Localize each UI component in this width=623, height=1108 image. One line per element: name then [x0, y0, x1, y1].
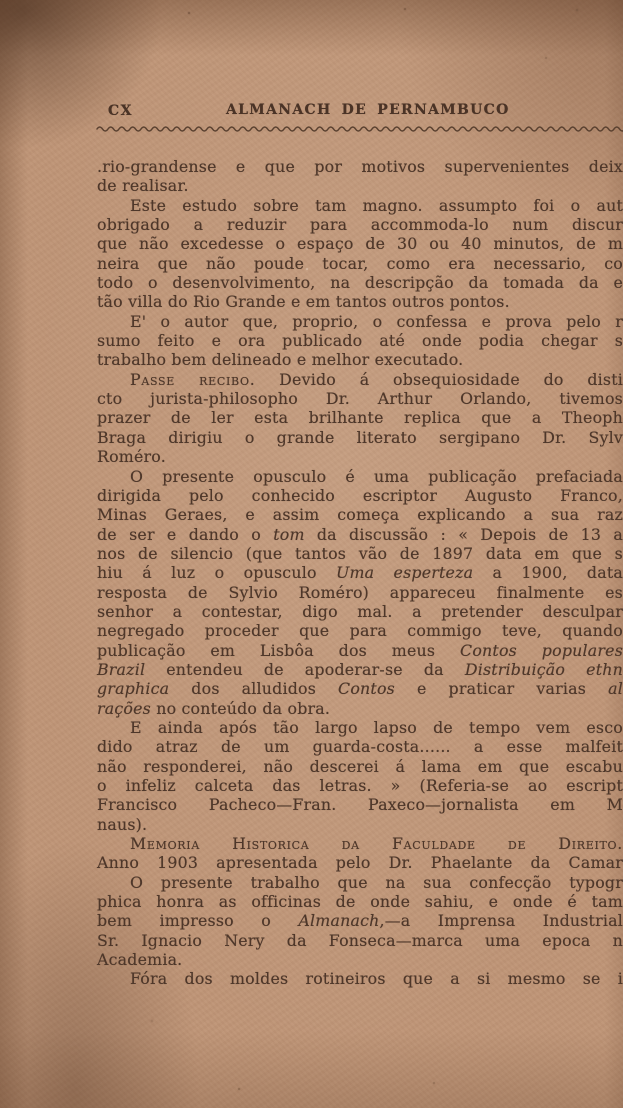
text-line: [97, 737, 623, 756]
italic-text: Contos populares: [460, 640, 623, 660]
body-text: dos alludidos: [169, 679, 339, 699]
body-text: hiu á luz o opusculo: [97, 563, 336, 583]
body-text: trabalho bem delineado e melhor executado.: [97, 350, 464, 370]
body-text: O presente opusculo é uma publicação prefaciada: [130, 466, 623, 486]
italic-text: al: [608, 679, 623, 699]
body-text: E ainda após tão largo lapso de tempo vem esco: [130, 717, 623, 737]
body-text: Roméro.: [97, 447, 166, 467]
body-text: resposta de Sylvio Roméro) appareceu finalmente es: [97, 582, 623, 602]
text-line: [97, 892, 623, 911]
body-text: obrigado a reduzir para accommoda-lo num discur: [97, 215, 623, 235]
text-line: [97, 467, 623, 486]
body-text: Francisco Pacheco—Fran. Paxeco—jornalista em M: [97, 795, 623, 815]
body-text: neira que não poude tocar, como era necessario, co: [97, 253, 623, 273]
text-line: [97, 795, 623, 814]
body-text: todo o desenvolvimento, na descripção da tomada da e: [97, 273, 623, 293]
text-line: [97, 196, 623, 215]
body-text: Fóra dos moldes rotineiros que a si mesmo se i: [130, 969, 623, 989]
body-text: da discussão : « Depois de 13 a: [304, 524, 623, 544]
text-line: [97, 370, 623, 389]
text-line: [97, 757, 623, 776]
smallcaps-text: Memoria Historica da Faculdade de Direito.: [130, 834, 623, 854]
text-line: [97, 776, 623, 795]
text-line: [97, 544, 623, 563]
text-line: [97, 583, 623, 602]
body-text: Anno 1903 apresentada pelo Dr. Phaelante da Camar: [97, 853, 623, 873]
text-line: [97, 969, 623, 988]
body-text: dido atraz de um guarda-costa...... a esse malfeit: [97, 737, 623, 757]
text-line: [97, 428, 623, 447]
body-text: O presente trabalho que na sua confecção typogr: [130, 872, 623, 892]
text-line: [97, 853, 623, 872]
text-line: [97, 525, 623, 544]
body-text: publicação em Lisbôa dos meus: [97, 640, 461, 660]
text-line: [97, 679, 623, 698]
text-line: [97, 215, 623, 234]
italic-text: Almanach: [298, 911, 380, 931]
text-line: [97, 602, 623, 621]
italic-text: tom: [273, 524, 305, 544]
body-text: de realisar.: [97, 176, 189, 196]
smallcaps-text: Passe recibo.: [130, 369, 256, 389]
body-text: e praticar varias: [394, 679, 609, 699]
italic-text: rações: [97, 698, 151, 718]
text-line: [97, 834, 623, 853]
text-line: [97, 911, 623, 930]
body-text: sumo feito e ora publicado até onde podia chegar s: [97, 331, 623, 351]
body-text: Devido á obsequiosidade do disti: [255, 369, 623, 389]
italic-text: Distribuição ethn: [464, 659, 623, 679]
italic-text: Uma esperteza: [335, 563, 474, 583]
body-text: não responderei, não descerei á lama em que escabu: [97, 756, 623, 776]
body-text: de ser e dando o: [97, 524, 274, 544]
text-line: [97, 931, 623, 950]
body-text: Academia.: [97, 950, 183, 970]
body-text: senhor a contestar, digo mal. a pretender desculpar: [97, 601, 623, 621]
text-line: [97, 563, 623, 582]
body-text: dirigida pelo conhecido escriptor Augusto Franco,: [97, 485, 623, 505]
italic-text: Contos: [338, 679, 395, 699]
body-text: E' o autor que, proprio, o confessa e prova pelo r: [130, 311, 623, 331]
body-text: naus).: [97, 814, 148, 834]
text-line: [97, 447, 623, 466]
text-line: [97, 699, 623, 718]
body-text: o infeliz calceta das letras. » (Referia-se ao escript: [97, 776, 623, 795]
text-line: [97, 486, 623, 505]
text-line: [97, 815, 623, 834]
wavy-rule-divider: [97, 123, 623, 133]
text-line: [97, 176, 623, 195]
body-text: Este estudo sobre tam magno. assumpto foi o aut: [130, 195, 623, 215]
body-text: Minas Geraes, e assim começa explicando a sua raz: [97, 505, 623, 525]
text-line: [97, 389, 623, 408]
body-text: phica honra as officinas de onde sahiu, e onde é tam: [97, 892, 623, 912]
italic-text: graphica: [97, 679, 170, 699]
body-text: a 1900, data: [473, 563, 623, 583]
italic-text: Brazil: [97, 659, 146, 679]
text-line: [97, 273, 623, 292]
text-line: [97, 234, 623, 253]
body-text: tão villa do Rio Grande e em tantos outros pontos.: [97, 292, 510, 312]
running-title: ALMANACH DE PERNAMBUCO: [226, 102, 510, 118]
text-line: [97, 641, 623, 660]
text-line: [97, 660, 623, 679]
body-text: Sr. Ignacio Nery da Fonseca—marca uma epoca n: [97, 930, 623, 950]
text-line: [97, 350, 623, 369]
text-line: [97, 254, 623, 273]
body-text: que não excedesse o espaço de 30 ou 40 minutos, de m: [97, 234, 623, 254]
body-text: Braga dirigiu o grande literato sergipano Dr. Sylv: [97, 427, 623, 447]
text-line: [97, 505, 623, 524]
body-text: entendeu de apoderar-se da: [145, 659, 465, 679]
text-line: [97, 621, 623, 640]
body-text: cto jurista-philosopho Dr. Arthur Orlando, tivemos: [97, 389, 623, 409]
body-text: ,—a Imprensa Industrial: [379, 911, 623, 931]
body-text: negregado proceder que para commigo teve, quando: [97, 621, 623, 641]
text-line: [97, 873, 623, 892]
text-line: [97, 718, 623, 737]
page-number: CX: [108, 103, 134, 119]
text-line: [97, 157, 623, 176]
body-text: nos de silencio (que tantos vão de 1897 data em que s: [97, 543, 623, 563]
page-text: [97, 157, 623, 989]
text-line: [97, 950, 623, 969]
body-text: .rio-grandense e que por motivos supervenientes deix: [97, 157, 623, 176]
body-text: bem impresso o: [97, 911, 299, 931]
text-line: [97, 331, 623, 350]
text-line: [97, 292, 623, 311]
body-text: prazer de ler esta brilhante replica que a Theoph: [97, 408, 623, 428]
body-text: no conteúdo da obra.: [150, 698, 331, 718]
text-line: [97, 408, 623, 427]
text-line: [97, 312, 623, 331]
